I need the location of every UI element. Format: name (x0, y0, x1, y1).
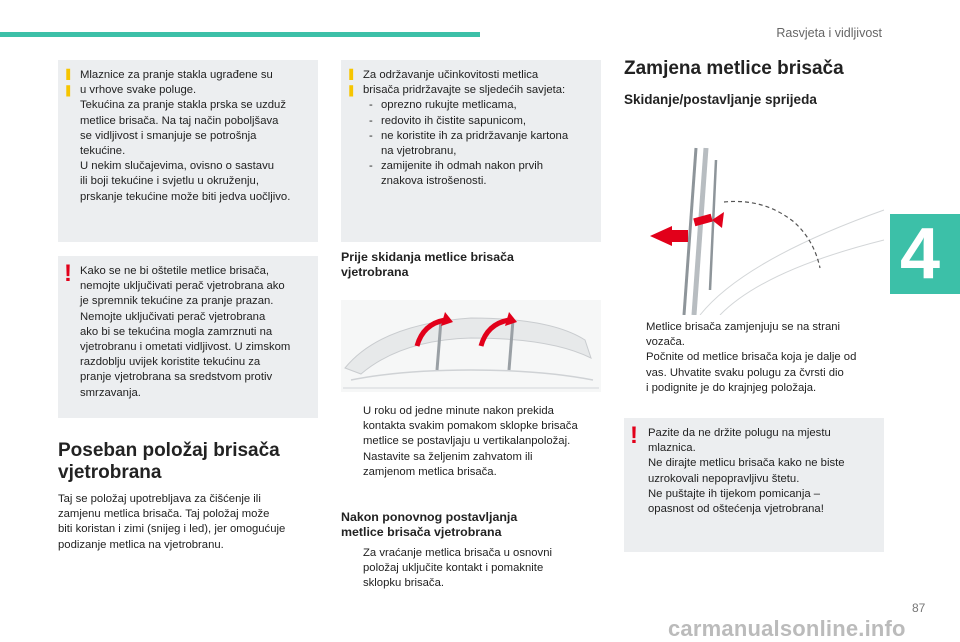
text-line: je spremnik tekućine za pranje prazan. (80, 295, 274, 308)
paragraph-special-position (58, 492, 320, 553)
text-line: Mlaznice za pranje stakla ugrađene su (80, 69, 273, 81)
info-mark-icon: ¦ (64, 64, 73, 97)
text-line: mlaznica. (648, 442, 696, 455)
text-line: vozača. (646, 336, 685, 349)
text-line: Ne puštajte ih tijekom pomicanja – (648, 487, 821, 500)
text-line: zamijenite ih odmah nakon prvih (381, 160, 544, 173)
text-line: brisača pridržavajte se sljedećih savjeta: (363, 84, 566, 97)
warning-mark-icon: ! (630, 422, 638, 449)
info-box-nozzles (58, 60, 318, 242)
text-line: se vidljivost i smanjuje se potrošnja (80, 129, 257, 142)
text-line: smrzavanja. (80, 386, 141, 399)
heading-after-refit (341, 510, 603, 540)
text-line: položaj uključite kontakt i pomaknite (363, 562, 544, 575)
illustration-blade-removal (624, 140, 886, 315)
text-line: U nekim slučajevima, ovisno o sastavu (80, 160, 275, 173)
text-line: ako bi se tekućina mogla zamrznuti na (80, 325, 273, 338)
page-number: 87 (912, 601, 926, 615)
dash-marker: - (369, 114, 373, 127)
heading-line: Prije skidanja metlice brisača (341, 250, 514, 264)
text-line: pranje vjetrobrana sa sredstvom protiv (80, 371, 273, 384)
text-line: Tekućina za pranje stakla prska se uzduž (80, 99, 286, 112)
text-line: biti koristan i zimi (snijeg i led), jer omogućuje (58, 523, 286, 536)
text-line: redovito ih čistite sapunicom, (381, 114, 527, 127)
steps-before-removal (341, 404, 603, 480)
text-line: tekućine. (80, 145, 126, 158)
text-line: Nemojte uključivati perač vjetrobrana (80, 310, 266, 323)
text-line: Ne dirajte metlicu brisača kako ne biste (648, 457, 845, 470)
text-line: razdoblju uvijek koristite tekućinu za (80, 356, 261, 369)
dash-marker: - (369, 160, 373, 173)
dash-marker: - (369, 129, 373, 142)
text-line: vas. Uhvatite svaku polugu za čvrsti dio (646, 366, 844, 379)
tip-item (363, 98, 599, 113)
warning-box-text (80, 264, 316, 401)
text-line: metlice brisača. Na taj način poboljšava (80, 114, 279, 127)
text-line: U roku od jedne minute nakon prekida (363, 405, 554, 417)
heading-line: Poseban položaj brisača (58, 440, 280, 461)
illustration-wipers-raised (341, 300, 601, 392)
step-item (341, 450, 603, 480)
step-item (341, 546, 603, 592)
text-line: ili boji tekućine i svjetlu u okruženju, (80, 175, 259, 188)
info-box-text (80, 68, 316, 205)
steps-after-refit (341, 546, 603, 592)
text-line: vjetrobranu i ometati vidljivost. U zimskom (80, 341, 291, 354)
heading-line: vjetrobrana (341, 265, 409, 279)
text-line: podizanje metlica na vjetrobranu. (58, 538, 224, 551)
text-line: Kako se ne bi oštetile metlice brisača, (80, 265, 270, 277)
heading-line: Nakon ponovnog postavljanja (341, 510, 518, 524)
text-line: ne koristite ih za pridržavanje kartona (381, 129, 569, 142)
text-line: nemojte uključivati perač vjetrobrana ako (80, 280, 285, 293)
warning-box-blade (624, 418, 884, 552)
info-mark-icon: ¦ (347, 64, 356, 97)
text-line: Metlice brisača zamjenjuju se na strani (646, 321, 841, 333)
warning-box-text (648, 426, 882, 517)
text-line: metlice se postavljaju u vertikalanpoložaj. (363, 435, 571, 448)
text-line: uzrokovali nepopravljivu štetu. (648, 472, 800, 485)
info-box-text (363, 68, 599, 190)
text-line: znakova istrošenosti. (381, 175, 487, 188)
dash-marker: - (369, 99, 373, 112)
subtitle-front-removal: Skidanje/postavljanje sprijeda (624, 92, 817, 107)
section-title: Rasvjeta i vidljivost (776, 26, 882, 40)
heading-line: vjetrobrana (58, 462, 162, 483)
text-line: Za održavanje učinkovitosti metlica (363, 69, 539, 81)
warning-mark-icon: ! (64, 260, 72, 287)
heading-line: metlice brisača vjetrobrana (341, 525, 502, 539)
heading-special-position (58, 440, 318, 484)
text-line: i podignite je do krajnjeg položaja. (646, 381, 817, 394)
heading-before-removal (341, 250, 601, 280)
tip-item (363, 114, 599, 129)
text-line: kontakta svakim pomakom sklopke brisača (363, 420, 578, 433)
steps-blade-removal (624, 320, 886, 396)
text-line: Počnite od metlice brisača koja je dalje od (646, 351, 857, 364)
text-line: zamjenu metlica brisača. Taj položaj može (58, 508, 270, 521)
tip-item (363, 129, 599, 159)
header-accent-bar (0, 32, 480, 37)
text-line: u vrhove svake poluge. (80, 84, 197, 97)
step-item (624, 320, 886, 350)
title-blade-replacement: Zamjena metlice brisača (624, 58, 844, 79)
text-line: na vjetrobranu, (381, 145, 457, 158)
text-line: sklopku brisača. (363, 577, 444, 590)
step-item (624, 350, 886, 396)
text-line: Nastavite sa željenim zahvatom ili (363, 450, 533, 463)
chapter-tab: 4 (890, 214, 960, 294)
text-line: prskanje tekućine može biti jedva uočljivo. (80, 190, 291, 203)
text-line: Pazite da ne držite polugu na mjestu (648, 427, 831, 439)
text-line: Taj se položaj upotrebljava za čišćenje ili (58, 493, 261, 505)
text-line: zamjenom metlica brisača. (363, 465, 497, 478)
tip-item (363, 159, 599, 189)
warning-box-washer (58, 256, 318, 418)
step-item (341, 404, 603, 450)
watermark: carmanualsonline.info (668, 616, 906, 641)
info-box-care-tips (341, 60, 601, 242)
text-line: opasnost od oštećenja vjetrobrana! (648, 503, 824, 516)
text-line: Za vraćanje metlica brisača u osnovni (363, 547, 552, 559)
text-line: oprezno rukujte metlicama, (381, 99, 517, 112)
